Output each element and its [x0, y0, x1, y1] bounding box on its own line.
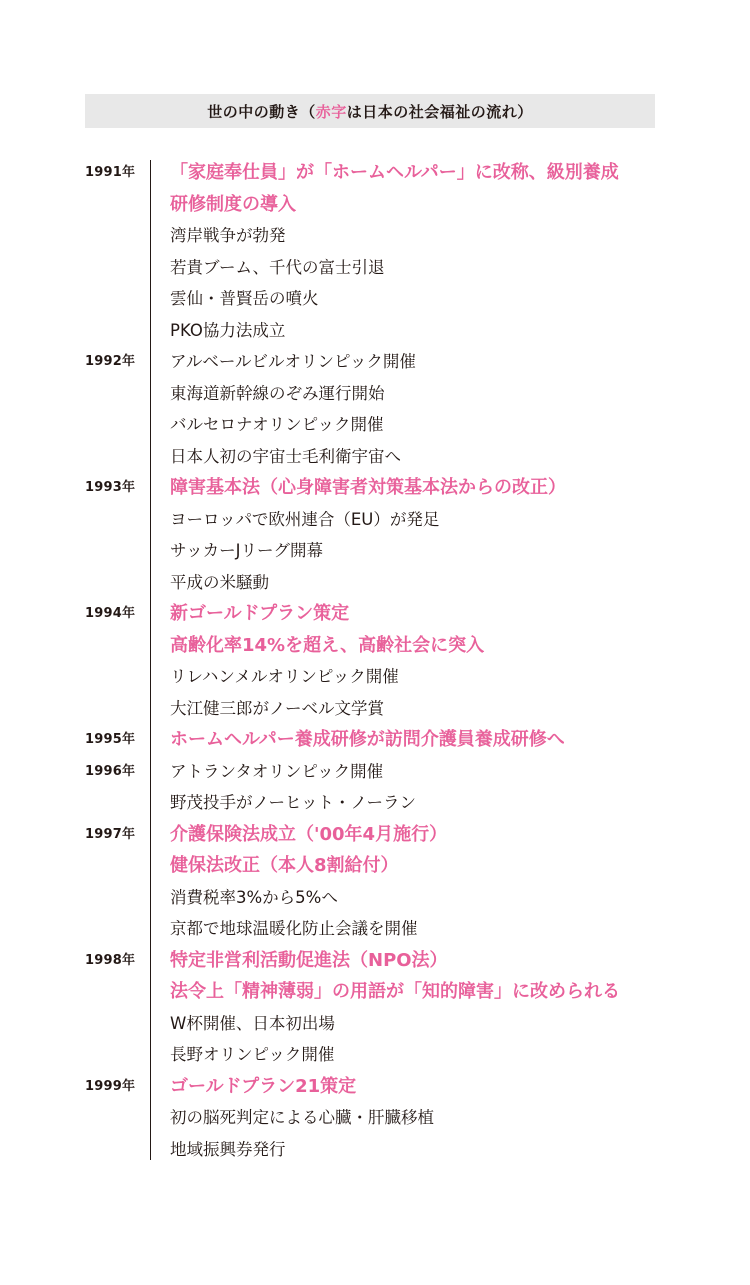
- world-event-text: リレハンメルオリンピック開催: [170, 667, 399, 686]
- welfare-event-text: ホームヘルパー養成研修が訪問介護員養成研修へ: [170, 729, 565, 750]
- welfare-event-text: 法令上「精神薄弱」の用語が「知的障害」に改められる: [170, 981, 620, 1002]
- world-event-text: ヨーロッパで欧州連合（EU）が発足: [170, 509, 440, 529]
- timeline-row: [85, 252, 685, 284]
- timeline-row: [85, 378, 685, 410]
- timeline: [85, 157, 685, 1165]
- timeline-row: [85, 157, 685, 189]
- world-event-text: アトランタオリンピック開催: [170, 761, 384, 781]
- world-event-text: 平成の米騒動: [170, 572, 269, 592]
- timeline-row: [85, 787, 685, 819]
- timeline-row: [85, 661, 685, 693]
- world-event-text: 日本人初の宇宙士毛利衛宇宙へ: [170, 446, 401, 466]
- timeline-row: [85, 1008, 685, 1040]
- world-event-text: 地域振興券発行: [170, 1139, 286, 1159]
- timeline-row: [85, 504, 685, 536]
- welfare-event-text: 特定非営利活動促進法（NPO法）: [170, 949, 448, 971]
- timeline-row: [85, 441, 685, 473]
- world-event-text: 長野オリンピック開催: [170, 1045, 335, 1064]
- header-prefix: 世の中の動き（: [207, 102, 316, 121]
- timeline-row: [85, 630, 685, 662]
- header-red-word: 赤字: [315, 102, 347, 121]
- year-label: 1994年: [85, 606, 136, 621]
- timeline-row: [85, 945, 685, 977]
- timeline-row: [85, 1039, 685, 1071]
- timeline-row: [85, 819, 685, 851]
- welfare-event-text: 「家庭奉仕員」が「ホームヘルパー」に改称、級別養成: [170, 162, 619, 183]
- timeline-row: [85, 598, 685, 630]
- timeline-row: [85, 189, 685, 221]
- year-label: 1993年: [85, 480, 136, 495]
- timeline-row: [85, 220, 685, 252]
- world-event-text: 京都で地球温暖化防止会議を開催: [170, 919, 418, 938]
- world-event-text: 雲仙・普賢岳の噴火: [170, 289, 319, 308]
- world-event-text: 野茂投手がノーヒット・ノーラン: [170, 793, 417, 812]
- year-label: 1999年: [85, 1078, 136, 1094]
- timeline-row: [85, 693, 685, 725]
- welfare-event-text: 介護保険法成立（'00年4月施行）: [170, 823, 448, 845]
- world-event-text: 東海道新幹線のぞみ運行開始: [170, 383, 385, 403]
- timeline-row: [85, 1071, 685, 1103]
- timeline-row: [85, 756, 685, 788]
- year-label: 1998年: [85, 952, 136, 968]
- welfare-event-text: 障害基本法（心身障害者対策基本法からの改正）: [170, 477, 566, 498]
- welfare-event-text: ゴールドプラン21策定: [170, 1075, 357, 1097]
- timeline-row: [85, 976, 685, 1008]
- header-suffix: は日本の社会福祉の流れ）: [346, 102, 533, 121]
- year-label: 1992年: [85, 354, 136, 369]
- timeline-row: [85, 913, 685, 945]
- year-label: 1996年: [85, 763, 136, 779]
- timeline-row: [85, 472, 685, 504]
- timeline-row: [85, 567, 685, 599]
- timeline-row: [85, 346, 685, 378]
- timeline-row: [85, 1134, 685, 1166]
- year-label: 1991年: [85, 165, 136, 180]
- year-label: 1997年: [85, 826, 136, 842]
- world-event-text: 湾岸戦争が勃発: [170, 226, 286, 245]
- world-event-text: PKO協力法成立: [170, 320, 286, 340]
- timeline-row: [85, 1102, 685, 1134]
- timeline-row: [85, 315, 685, 347]
- world-event-text: W杯開催、日本初出場: [170, 1013, 335, 1033]
- timeline-row: [85, 535, 685, 567]
- welfare-event-text: 研修制度の導入: [170, 193, 296, 215]
- timeline-row: [85, 850, 685, 882]
- welfare-event-text: 新ゴールドプラン策定: [170, 603, 350, 624]
- world-event-text: バルセロナオリンピック開催: [170, 415, 384, 434]
- timeline-row: [85, 409, 685, 441]
- timeline-row: [85, 724, 685, 756]
- world-event-text: サッカーJリーグ開幕: [170, 541, 324, 560]
- world-event-text: アルベールビルオリンピック開催: [170, 352, 416, 371]
- welfare-event-text: 高齢化率14%を超え、高齢社会に突入: [170, 634, 485, 656]
- welfare-event-text: 健保法改正（本人8割給付）: [170, 855, 399, 876]
- header-banner: [85, 94, 655, 128]
- world-event-text: 消費税率3%から5%へ: [170, 887, 338, 907]
- world-event-text: 初の脳死判定による心臓・肝臓移植: [170, 1108, 434, 1127]
- timeline-row: [85, 882, 685, 914]
- year-label: 1995年: [85, 732, 136, 747]
- world-event-text: 大江健三郎がノーベル文学賞: [170, 698, 385, 718]
- world-event-text: 若貴ブーム、千代の富士引退: [170, 257, 385, 277]
- timeline-row: [85, 283, 685, 315]
